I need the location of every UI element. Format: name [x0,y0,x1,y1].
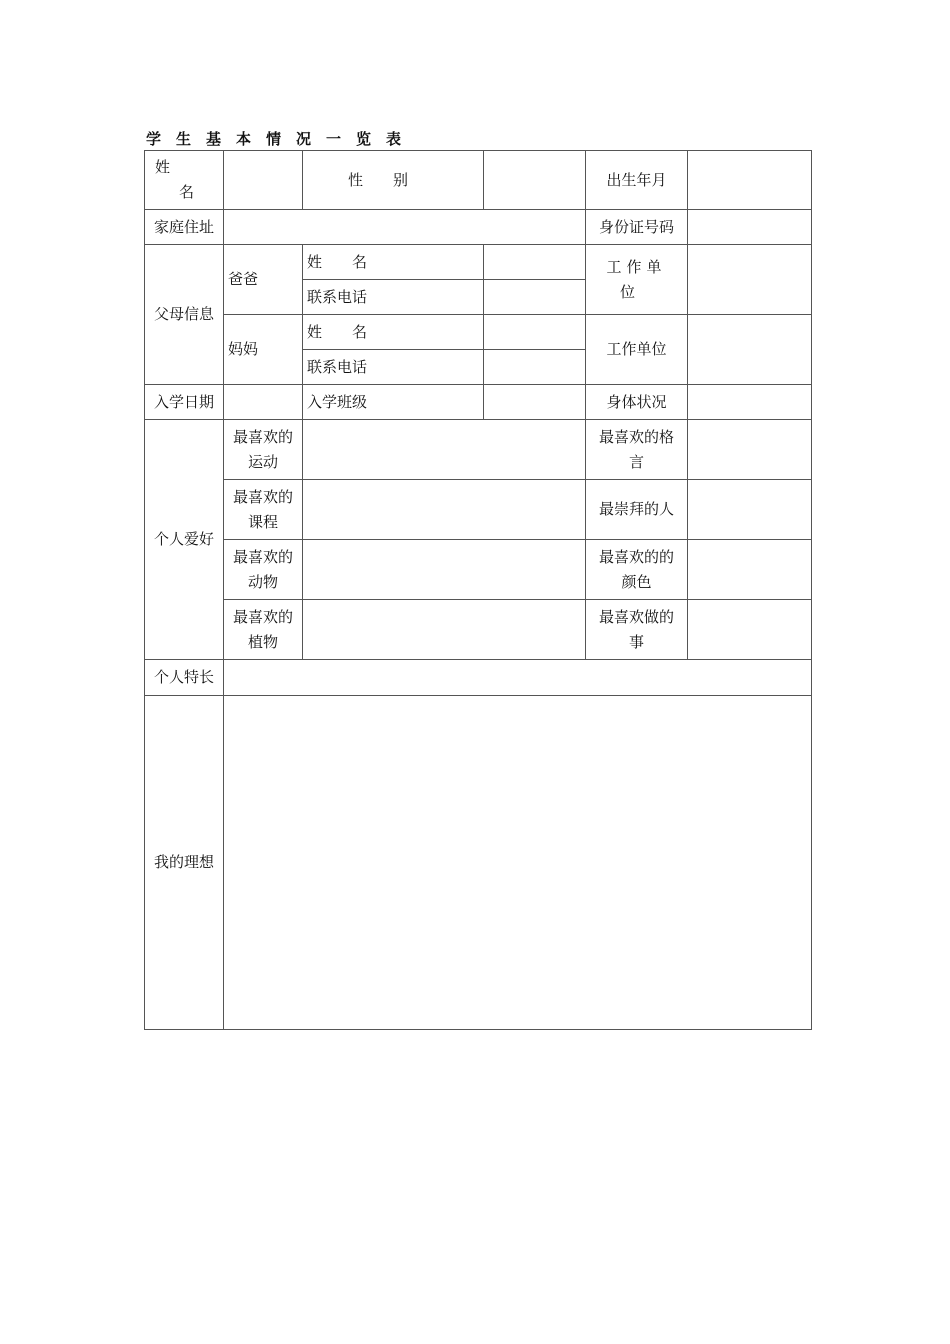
father-label: 爸爸 [224,245,303,315]
fav-plant-label-line1: 最喜欢的 [232,607,293,626]
mother-label: 妈妈 [224,315,303,385]
father-name-label-cell [303,245,484,280]
fav-color-label-line2: 颜色 [621,572,652,591]
mother-phone-label: 联系电话 [303,350,484,385]
fav-plant-label-line2: 植物 [247,632,278,651]
name-label-line1: 姓 [155,158,171,176]
fav-course-label-line1: 最喜欢的 [232,487,293,506]
id-label: 身份证号码 [586,210,688,245]
fav-motto-label-cell [586,420,688,480]
fav-sport-label-line1: 最喜欢的 [232,427,293,446]
gender-label: 性别 [347,170,438,189]
mother-name-label-cell [303,315,484,350]
birth-field[interactable] [688,151,812,210]
fav-plant-field[interactable] [303,600,586,660]
student-info-form [144,150,812,1030]
mother-name-field[interactable] [484,315,586,350]
father-phone-field[interactable] [484,280,586,315]
specialty-field[interactable] [224,660,812,696]
birth-label: 出生年月 [586,151,688,210]
fav-sport-label-line2: 运动 [247,452,278,471]
fav-animal-field[interactable] [303,540,586,600]
fav-motto-field[interactable] [688,420,812,480]
enroll-class-field[interactable] [484,385,586,420]
fav-course-field[interactable] [303,480,586,540]
mother-phone-field[interactable] [484,350,586,385]
health-label: 身体状况 [586,385,688,420]
address-label: 家庭住址 [145,210,224,245]
fav-sport-label-cell [224,420,303,480]
fav-course-label-line2: 课程 [247,512,278,531]
gender-label-cell [303,151,484,210]
fav-color-label-cell [586,540,688,600]
fav-animal-label-cell [224,540,303,600]
parents-label: 父母信息 [145,245,224,385]
father-work-label-line2: 位 [620,282,636,301]
father-phone-label: 联系电话 [303,280,484,315]
enroll-date-field[interactable] [224,385,303,420]
father-name-field[interactable] [484,245,586,280]
mother-work-label: 工作单位 [586,315,688,385]
fav-sport-field[interactable] [303,420,586,480]
id-field[interactable] [688,210,812,245]
fav-thing-label-cell [586,600,688,660]
father-work-label-cell [586,245,688,315]
name-label-cell [145,151,224,210]
father-work-label-line1: 工作单 [606,257,667,276]
fav-plant-label-cell [224,600,303,660]
specialty-label: 个人特长 [145,660,224,696]
fav-color-label-line1: 最喜欢的的 [598,547,674,566]
mother-name-label: 姓名 [307,322,398,341]
mother-work-field[interactable] [688,315,812,385]
father-work-field[interactable] [688,245,812,315]
hobbies-label: 个人爱好 [145,420,224,660]
address-field[interactable] [224,210,586,245]
fav-thing-label-line2: 事 [628,632,644,651]
fav-course-label-cell [224,480,303,540]
health-field[interactable] [688,385,812,420]
fav-thing-label-line1: 最喜欢做的 [598,607,674,626]
fav-thing-field[interactable] [688,600,812,660]
enroll-class-label: 入学班级 [303,385,484,420]
enroll-date-label: 入学日期 [145,385,224,420]
name-field[interactable] [224,151,303,210]
ideal-label: 我的理想 [145,696,224,1030]
fav-motto-label-line2: 言 [628,452,644,471]
fav-animal-label-line2: 动物 [247,572,278,591]
name-label-line2: 名 [179,183,195,201]
ideal-field[interactable] [224,696,812,1030]
fav-animal-label-line1: 最喜欢的 [232,547,293,566]
page-title: 学生基本情况一览表 [146,130,417,148]
gender-field[interactable] [484,151,586,210]
admired-person-field[interactable] [688,480,812,540]
father-name-label: 姓名 [307,252,398,271]
admired-person-label: 最崇拜的人 [586,480,688,540]
fav-motto-label-line1: 最喜欢的格 [598,427,674,446]
fav-color-field[interactable] [688,540,812,600]
